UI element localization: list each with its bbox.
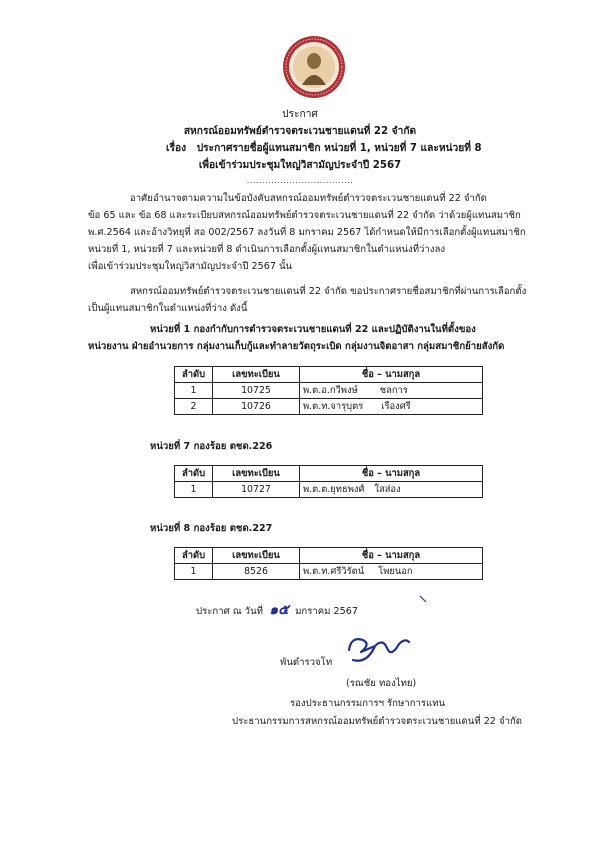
table-row (175, 399, 483, 415)
table-row (175, 564, 483, 580)
date-day: ๑๕ (269, 602, 289, 618)
col-header-no: ลำดับ (175, 367, 213, 383)
subject-text: ประกาศรายชื่อผู้แทนสมาชิก หน่วยที่ 1, หน่วยที่ 7 และหน่วยที่ 8 (196, 143, 482, 154)
announcement-title: ประกาศ (282, 109, 318, 120)
table-row (175, 383, 483, 399)
col-header-no: ลำดับ (175, 548, 213, 564)
col-header-no: ลำดับ (175, 466, 213, 482)
signature-image (345, 630, 415, 670)
surname: โพยนอก (378, 566, 413, 577)
table-header-row (175, 466, 483, 482)
col-header-name: ชื่อ – นามสกุล (300, 548, 483, 564)
first-name: พ.ต.ต.ยุทธพงศ์ (303, 484, 365, 495)
ink-mark-icon (418, 594, 428, 604)
cell-name (300, 564, 483, 580)
para2-line1: สหกรณ์ออมทรัพย์ตำรวจตระเวนชายแดนที่ 22 จำกัด ขอประกาศรายชื่อสมาชิกที่ผ่านการเลือกตั้ง (130, 286, 527, 297)
first-name: พ.ต.ท.จารุบุตร (303, 401, 364, 412)
col-header-name: ชื่อ – นามสกุล (300, 466, 483, 482)
signer-position-line2: ประธานกรรมการสหกรณ์ออมทรัพย์ตำรวจตระเวนชายแดนที่ 22 จำกัด (232, 716, 523, 727)
purpose-line: เพื่อเข้าร่วมประชุมใหญ่วิสามัญประจำปี 2567 (198, 160, 402, 171)
cell-reg: 10727 (213, 482, 300, 498)
cell-reg: 10726 (213, 399, 300, 415)
unit8-title: หน่วยที่ 8 กองร้อย ตชด.227 (150, 523, 273, 534)
org-name: สหกรณ์ออมทรัพย์ตำรวจตระเวนชายแดนที่ 22 จำกัด (183, 126, 417, 137)
unit1-title-line1: หน่วยที่ 1 กองกำกับการตำรวจตระเวนชายแดนที่ 22 และปฏิบัติงานในที่ตั้งของ (150, 324, 476, 335)
unit1-table (174, 366, 483, 415)
cell-reg: 8526 (213, 564, 300, 580)
para1-line2: ข้อ 65 และ ข้อ 68 และระเบียบสหกรณ์ออมทรัพย์ตำรวจตระเวนชายแดนที่ 22 จำกัด ว่าด้วยผู้แทนสมาชิก (88, 210, 521, 221)
unit7-table (174, 465, 483, 498)
cell-no: 1 (175, 564, 213, 580)
table-header-row (175, 548, 483, 564)
cell-name (300, 399, 483, 415)
para2-line2: เป็นผู้แทนสมาชิกในตำแหน่งที่ว่าง ดังนี้ (88, 303, 248, 314)
table-row (175, 482, 483, 498)
unit8-table (174, 547, 483, 580)
date-line (196, 604, 358, 618)
para1-line1: อาศัยอำนาจตามความในข้อบังคับสหกรณ์ออมทรัพย์ตำรวจตระเวนชายแดนที่ 22 จำกัด (130, 193, 487, 204)
subject-label: เรื่อง (166, 143, 187, 154)
surname: ชลการ (379, 385, 408, 396)
surname: ใสส่อง (374, 484, 401, 495)
para1-line5: เพื่อเข้าร่วมประชุมใหญ่วิสามัญประจำปี 2567 นั้น (88, 261, 293, 272)
table-header-row (175, 367, 483, 383)
first-name: พ.ต.ท.ศรีวิรัตน์ (303, 566, 365, 577)
signer-name: (รณชัย ทองไทย) (346, 678, 417, 689)
cell-no: 2 (175, 399, 213, 415)
para1-line3: พ.ศ.2564 และอ้างวิทยุที่ สอ 002/2567 ลงวันที่ 8 มกราคม 2567 ได้กำหนดให้มีการเลือกตั้งผู้แทนสมาชิก (88, 227, 526, 238)
date-label: ประกาศ ณ วันที่ (196, 606, 263, 617)
col-header-reg: เลขทะเบียน (213, 548, 300, 564)
subject-line (166, 142, 482, 155)
cell-no: 1 (175, 482, 213, 498)
signer-rank: พันตำรวจโท (280, 657, 333, 668)
unit7-title: หน่วยที่ 7 กองร้อย ตชด.226 (150, 441, 273, 452)
surname: เรืองศรี (381, 401, 411, 412)
cell-name (300, 383, 483, 399)
first-name: พ.ต.อ.กวีพงษ์ (303, 385, 358, 396)
cell-reg: 10725 (213, 383, 300, 399)
header-divider: ................................... (246, 176, 354, 185)
signer-position-line1: รองประธานกรรมการฯ รักษาการแทน (290, 698, 446, 709)
date-month-year: มกราคม 2567 (295, 606, 358, 617)
col-header-reg: เลขทะเบียน (213, 466, 300, 482)
cooperative-logo (282, 35, 346, 99)
cell-no: 1 (175, 383, 213, 399)
col-header-name: ชื่อ – นามสกุล (300, 367, 483, 383)
col-header-reg: เลขทะเบียน (213, 367, 300, 383)
cell-name (300, 482, 483, 498)
para1-line4: หน่วยที่ 1, หน่วยที่ 7 และหน่วยที่ 8 ดำเนินการเลือกตั้งผู้แทนสมาชิกในตำแหน่งที่ว่างลง (88, 244, 446, 255)
unit1-title-line2: หน่วยงาน ฝ่ายอำนวยการ กลุ่มงานเก็บกู้และทำลายวัตถุระเบิด กลุ่มงานจิตอาสา กลุ่มสมาชิกย้ายสังกัด (88, 341, 505, 352)
